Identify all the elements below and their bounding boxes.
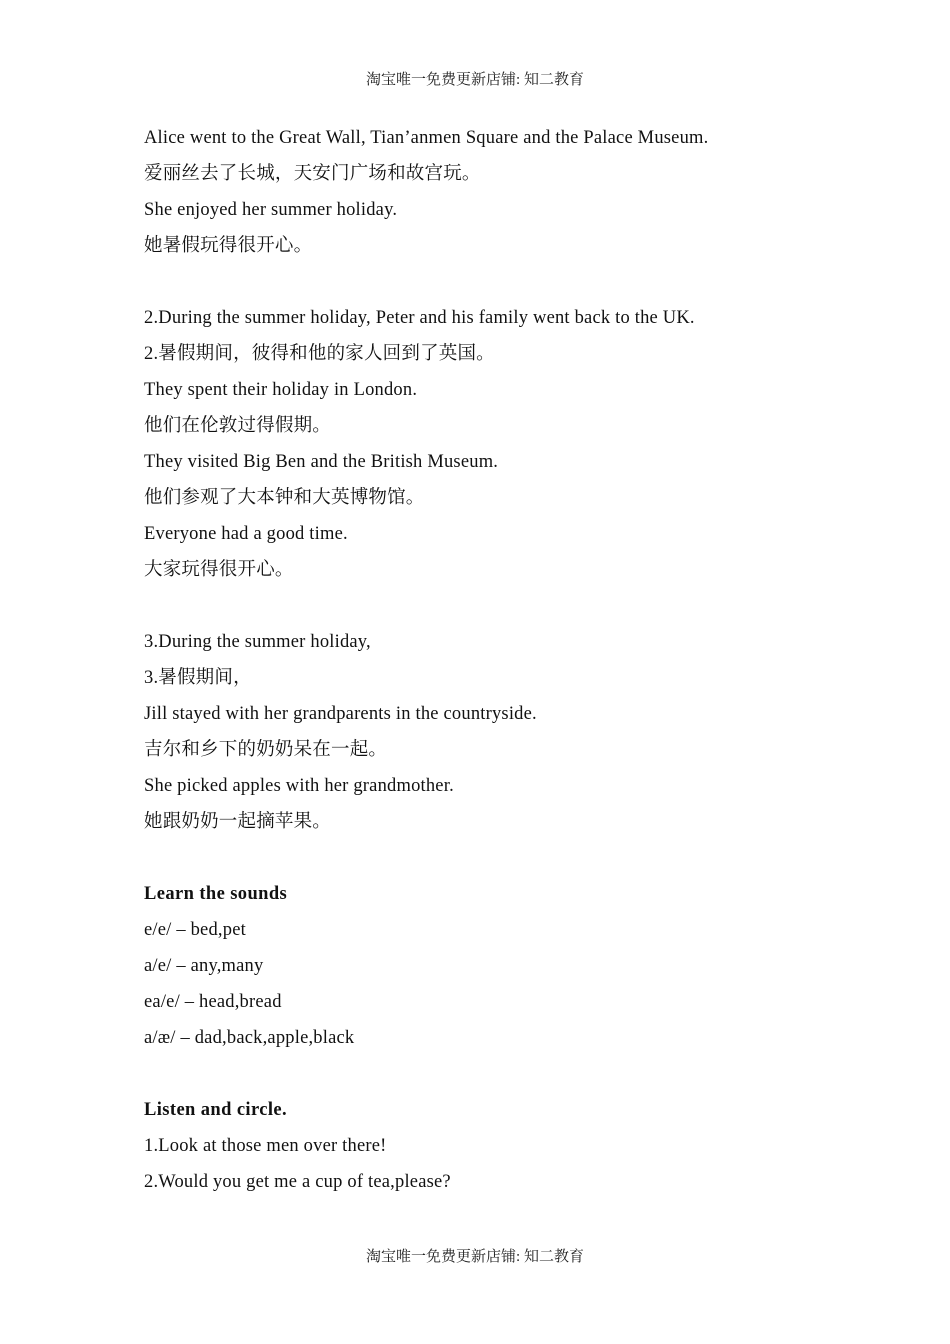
listen-item: 1.Look at those men over there! bbox=[144, 1136, 387, 1156]
text-line: 2.暑假期间，彼得和他的家人回到了英国。 bbox=[144, 344, 495, 364]
text-line: 吉尔和乡下的奶奶呆在一起。 bbox=[144, 740, 388, 760]
text-line: 2.During the summer holiday, Peter and his family went back to the UK. bbox=[144, 308, 695, 328]
section-heading-listen: Listen and circle. bbox=[144, 1100, 288, 1120]
text-line: 她暑假玩得很开心。 bbox=[144, 236, 313, 256]
document-body bbox=[144, 124, 824, 1204]
text-line: 他们参观了大本钟和大英博物馆。 bbox=[144, 488, 425, 508]
text-line: She picked apples with her grandmother. bbox=[144, 776, 454, 796]
sound-item: ea/e/ – head,bread bbox=[144, 992, 282, 1012]
text-line: 爱丽丝去了长城，天安门广场和故宫玩。 bbox=[144, 164, 481, 184]
spacer bbox=[144, 268, 824, 304]
text-line: Jill stayed with her grandparents in the countryside. bbox=[144, 704, 537, 724]
page-footer: 淘宝唯一免费更新店铺: 知二教育 bbox=[366, 1249, 584, 1265]
text-line: 他们在伦敦过得假期。 bbox=[144, 416, 332, 436]
text-line: They visited Big Ben and the British Museum. bbox=[144, 452, 499, 472]
text-line: They spent their holiday in London. bbox=[144, 380, 418, 400]
section-heading-sounds: Learn the sounds bbox=[144, 884, 288, 904]
text-line: 3.During the summer holiday, bbox=[144, 632, 371, 652]
page-header: 淘宝唯一免费更新店铺: 知二教育 bbox=[366, 72, 584, 88]
text-line: Alice went to the Great Wall, Tian’anmen Square and the Palace Museum. bbox=[144, 128, 709, 148]
text-line: Everyone had a good time. bbox=[144, 524, 348, 544]
sound-item: a/æ/ – dad,back,apple,black bbox=[144, 1028, 355, 1048]
text-line: 大家玩得很开心。 bbox=[144, 560, 294, 580]
text-line: She enjoyed her summer holiday. bbox=[144, 200, 398, 220]
spacer bbox=[144, 844, 824, 880]
text-line: 3.暑假期间， bbox=[144, 668, 252, 688]
spacer bbox=[144, 1060, 824, 1096]
sound-item: e/e/ – bed,pet bbox=[144, 920, 246, 940]
text-line: 她跟奶奶一起摘苹果。 bbox=[144, 812, 332, 832]
spacer bbox=[144, 592, 824, 628]
listen-item: 2.Would you get me a cup of tea,please? bbox=[144, 1172, 451, 1192]
sound-item: a/e/ – any,many bbox=[144, 956, 264, 976]
